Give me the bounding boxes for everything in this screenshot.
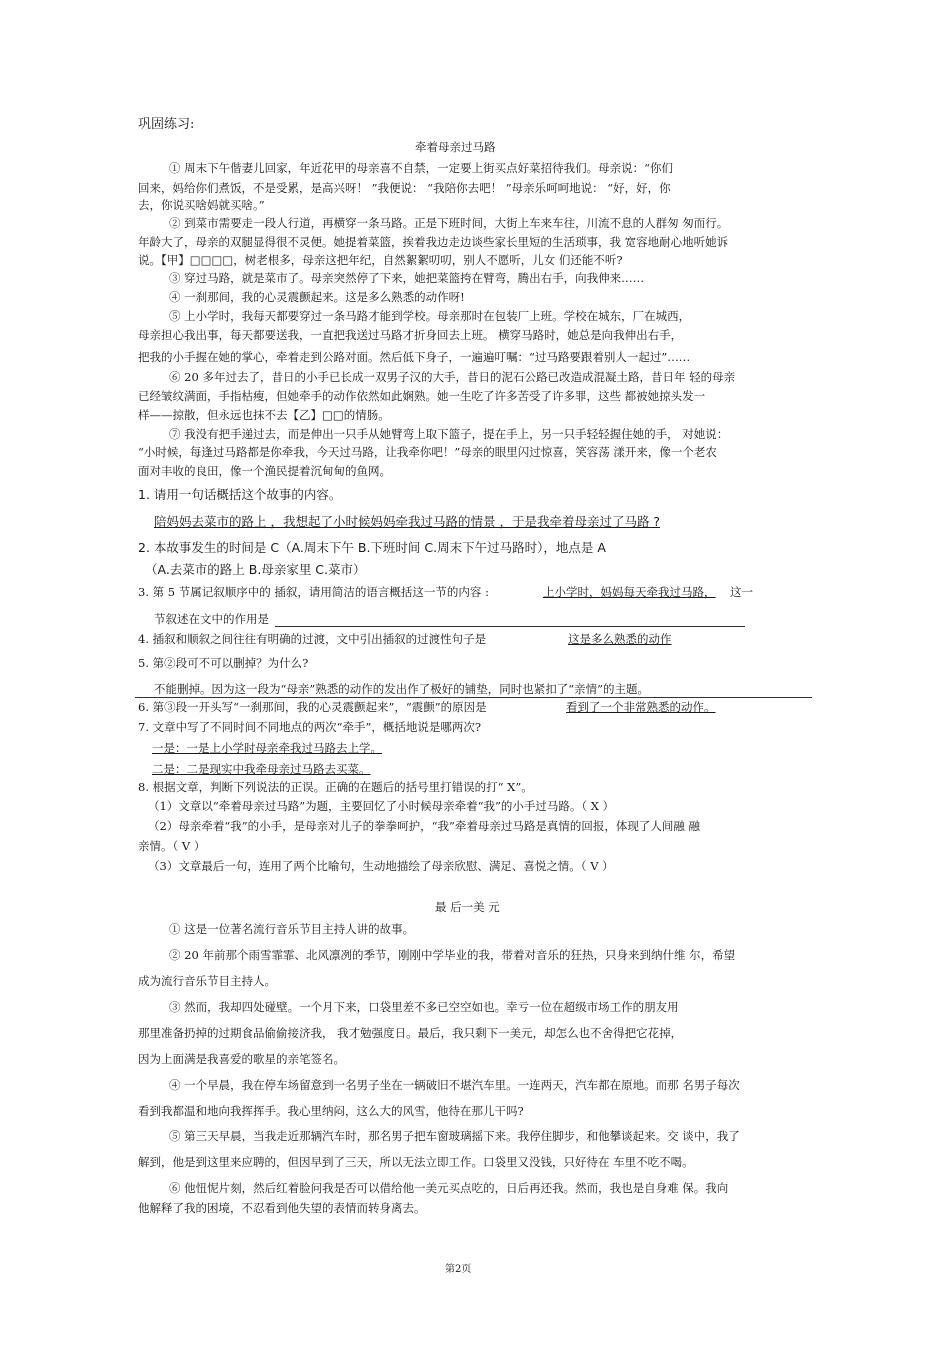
- passage1-line: ② 到菜市需要走一段人行道，再横穿一条马路。正是下班时间，大街上车来车往，川流不息的人群匆 匆而行。: [169, 216, 729, 230]
- exercise-heading: 巩固练习:: [138, 117, 195, 132]
- passage1-line: 说。【甲】□□□□，树老根多，母亲这把年纪，自然絮絮叨叨，别人不愿听，儿女 们还能不听?: [138, 253, 623, 267]
- passage1-line: 母亲担心我出事，每天都要送我，一直把我送过马路才折身回去上班。 横穿马路时，她总是向我伸出右手，: [138, 328, 683, 342]
- question-3-line2: 节叙述在文中的作用是: [154, 612, 269, 626]
- question-3: 3. 第 5 节属记叙顺序中的 插叙，请用简洁的语言概括这一节的内容 :: [138, 585, 489, 599]
- passage2-line: ② 20 年前那个雨雪霏霏、北风凛冽的季节，刚刚中学毕业的我，带着对音乐的狂热，只身来到纳什维 尔，希望: [169, 948, 736, 962]
- passage2-line: ① 这是一位著名流行音乐节目主持人讲的故事。: [169, 922, 415, 936]
- passage1-line: 回来，妈给你们煮饭，不是受累，是高兴呀！ ”我便说： “我陪你去吧！ ”母亲乐呵呵地说： “好，好，你: [138, 181, 671, 195]
- passage1-line: ⑤ 上小学时，我每天都要穿过一条马路才能到学校。母亲那时在包装厂上班。学校在城东，厂在城西，: [169, 309, 691, 323]
- passage2-line: 他解释了我的困境，不忍看到他失望的表情而转身离去。: [138, 1201, 426, 1215]
- answer-5: 不能删掉。因为这一段为“母亲”熟悉的动作的发出作了极好的铺垫，同时也紧扣了“亲情”的主题。: [154, 682, 650, 696]
- passage2-line: 解到，他是到这里来应聘的，但因早到了三天，所以无法立即工作。口袋里又没钱，只好待在 车里不吃不喝。: [138, 1155, 694, 1169]
- answer-line: [275, 626, 745, 627]
- passage2-line: 成为流行音乐节目主持人。: [138, 974, 276, 988]
- passage2-line: 因为上面满是我喜爱的歌星的亲笔签名。: [138, 1052, 345, 1066]
- passage1-line: ① 周末下午偕妻儿回家，年近花甲的母亲喜不自禁，一定要上街买点好菜招待我们。母亲说：“你们: [169, 161, 674, 175]
- question-3-tail: 这一: [730, 585, 753, 599]
- question-2-options: （A.去菜市的路上 B.母亲家里 C.菜市）: [145, 562, 366, 577]
- page-number: 第2页: [445, 1264, 472, 1275]
- question-7: 7. 文章中写了不同时间不同地点的两次“牵手”，概括地说是哪两次?: [138, 720, 482, 734]
- question-8-1: （1）文章以“牵着母亲过马路”为题，主要回忆了小时候母亲牵着“我”的小手过马路。（ X ）: [148, 799, 615, 813]
- passage1-line: “小时候，每逢过马路都是你牵我，今天过马路，让我牵你吧！”母亲的眼里闪过惊喜，笑容荡 漾开来，像一个老农: [138, 445, 717, 459]
- passage2-line: 看到我都温和地向我挥挥手。我心里纳闷，这么大的风雪，他待在那儿干吗?: [138, 1104, 524, 1118]
- passage2-line: 那里准备扔掉的过期食品偷偷接济我， 我才勉强度日。最后，我只剩下一美元，却怎么也不舍得把它花掉，: [138, 1026, 683, 1040]
- question-6: 6. 第③段一开头写“一刹那间，我的心灵震颤起来”，“震颤”的原因是: [138, 700, 487, 714]
- question-8: 8. 根据文章，判断下列说法的正误。正确的在题后的括号里打错误的打“ X”。: [138, 780, 533, 794]
- passage2-line: ③ 然而，我却四处碰壁。一个月下来，口袋里差不多已空空如也。幸亏一位在超级市场工作的朋友用: [169, 1000, 679, 1014]
- passage2-title: 最 后一美 元: [435, 900, 500, 914]
- passage1-line: 年龄大了，母亲的双腿显得很不灵便。她提着菜篮，挨着我边走边谈些家长里短的生活琐事，我 宽容地耐心地听她诉: [138, 235, 729, 249]
- passage1-line: 去，你说买啥妈就买啥。”: [138, 198, 265, 212]
- passage1-line: 样——掠散，但永远也抹不去【乙】□□的情肠。: [138, 408, 390, 422]
- question-8-2: （2）母亲牵着“我”的小手，是母亲对儿子的拳拳呵护，“我”牵着母亲过马路是真情的回报，体现了人间融 融: [148, 819, 700, 833]
- passage1-line: 已经皱纹满面，手指枯瘦，但她牵手的动作依然如此娴熟。她一生吃了许多苦受了许多罪，这些 都被她掠头发一: [138, 389, 706, 403]
- question-4: 4. 插叙和顺叙之间往往有明确的过渡，文中引出插叙的过渡性句子是: [138, 632, 487, 646]
- answer-3: 上小学时，妈妈每天牵我过马路，: [543, 585, 716, 599]
- answer-1: 陪妈妈去菜市的路上 ，我想起了小时候妈妈牵我过马路的情景 ，于是我牵着母亲过了马路 ?: [154, 514, 661, 529]
- passage1-line: ④ 一刹那间，我的心灵震颤起来。这是多么熟悉的动作呀!: [169, 290, 465, 304]
- passage2-line: ④ 一个早晨，我在停车场留意到一名男子坐在一辆破旧不堪汽车里。一连两天，汽车都在原地。而那 名男子每次: [169, 1078, 740, 1092]
- answer-line: [135, 697, 812, 698]
- question-8-2-cont: 亲情。（ V ）: [138, 839, 206, 853]
- passage2-line: ⑤ 第三天早晨，当我走近那辆汽车时，那名男子把车窗玻璃摇下来。我停住脚步，和他攀谈起来。交 谈中，我了: [169, 1129, 740, 1143]
- answer-7a: 一是：一是上小学时母亲牵我过马路去上学。: [152, 741, 382, 755]
- passage1-line: 把我的小手握在她的掌心，牵着走到公路对面。然后低下身子，一遍遍叮嘱：“过马路要跟着别人一起过”……: [138, 350, 691, 364]
- question-5: 5. 第②段可不可以删掉？为什么?: [138, 656, 309, 670]
- question-8-3: （3）文章最后一句，连用了两个比喻句，生动地描绘了母亲欣慰、满足、喜悦之情。（ V ）: [148, 859, 614, 873]
- passage1-line: ③ 穿过马路，就是菜市了。母亲突然停了下来，她把菜篮挎在臂弯，腾出右手，向我伸来……: [169, 271, 645, 285]
- passage1-line: ⑦ 我没有把手递过去，而是伸出一只手从她臂弯上取下篮子，提在手上，另一只手轻轻握住她的手， 对她说：: [169, 427, 729, 441]
- question-2: 2. 本故事发生的时间是 C（A.周末下午 B.下班时间 C.周末下午过马路时），地点是 A: [138, 540, 606, 555]
- answer-4: 这是多么熟悉的动作: [568, 632, 672, 646]
- question-1: 1. 请用一句话概括这个故事的内容。: [138, 487, 342, 502]
- answer-6: 看到了一个非常熟悉的动作。: [566, 700, 716, 714]
- passage1-line: 面对丰收的良田，像一个渔民提着沉甸甸的鱼网。: [138, 464, 391, 478]
- passage1-line: ⑥ 20 多年过去了，昔日的小手已长成一双男子汉的大手，昔日的泥石公路已改造成混凝土路，昔日年 轻的母亲: [169, 370, 736, 384]
- passage2-line: ⑥ 他忸怩片刻，然后红着脸问我是否可以借给他一美元买点吃的，日后再还我。然而，我也是自身难 保。我向: [169, 1181, 729, 1195]
- passage1-title: 牵着母亲过马路: [415, 140, 496, 154]
- answer-7b: 二是：二是现实中我牵母亲过马路去买菜。: [152, 762, 371, 776]
